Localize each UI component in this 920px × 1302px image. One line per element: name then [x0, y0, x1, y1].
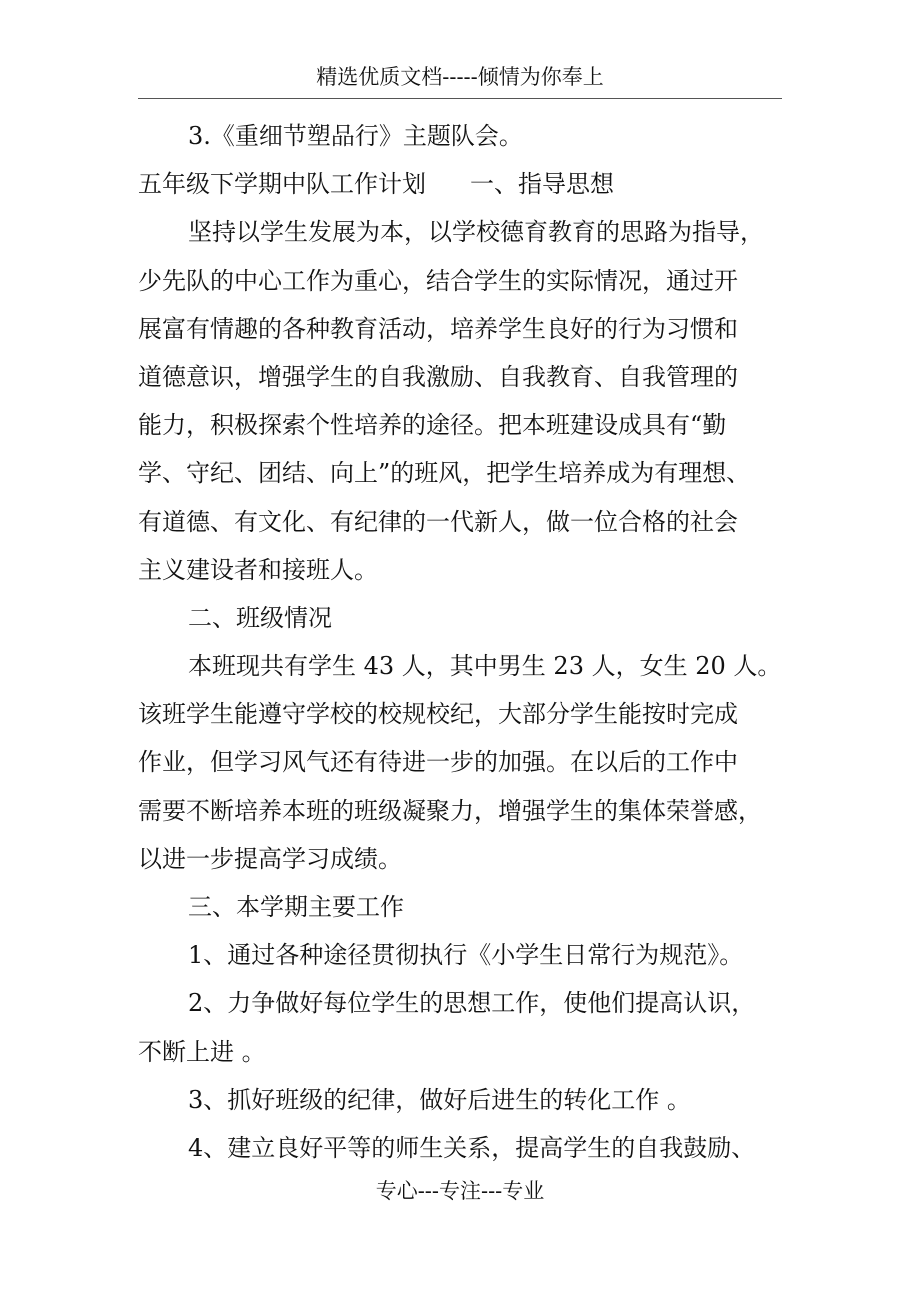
text-line: 本班现共有学生 43 人，其中男生 23 人，女生 20 人。 [188, 652, 782, 681]
text-line: 道德意识，增强学生的自我激励、自我教育、自我管理的 [138, 362, 738, 391]
list-item: 4、建立良好平等的师生关系，提高学生的自我鼓励、 [188, 1133, 756, 1162]
text-line: 该班学生能遵守学校的校规校纪，大部分学生能按时完成 [138, 700, 738, 729]
text-line: 有道德、有文化、有纪律的一代新人，做一位合格的社会 [138, 507, 738, 536]
list-item: 3、抓好班级的纪律，做好后进生的转化工作 。 [188, 1085, 691, 1114]
text-line: 少先队的中心工作为重心，结合学生的实际情况，通过开 [138, 266, 738, 295]
text-line: 3.《重细节塑品行》主题队会。 [188, 122, 523, 150]
section-heading-class-situation: 二、班级情况 [188, 603, 332, 632]
text-line-title [138, 160, 782, 208]
text-line: 作业，但学习风气还有待进一步的加强。在以后的工作中 [138, 748, 738, 777]
text-line: 以进一步提高学习成绩。 [138, 844, 402, 873]
text-line: 能力，积极探索个性培养的途径。把本班建设成具有“勤 [138, 411, 727, 440]
page-footer: 专心---专注---专业 [375, 1179, 545, 1203]
page-header: 精选优质文档-----倾情为你奉上 [316, 65, 604, 89]
list-item: 1、通过各种途径贯彻执行《小学生日常行为规范》。 [188, 941, 744, 970]
section-heading-main-work: 三、本学期主要工作 [188, 893, 404, 921]
plan-title: 五年级下学期中队工作计划 [138, 170, 426, 199]
header-divider [138, 98, 782, 99]
section-heading-guiding-thought: 一、指导思想 [470, 170, 614, 199]
text-line: 展富有情趣的各种教育活动，培养学生良好的行为习惯和 [138, 314, 738, 343]
list-item: 2、力争做好每位学生的思想工作，使他们提高认识， [188, 989, 756, 1018]
document-body [138, 112, 782, 1172]
text-line: 坚持以学生发展为本，以学校德育教育的思路为指导， [188, 218, 764, 247]
text-line: 需要不断培养本班的班级凝聚力，增强学生的集体荣誉感， [138, 796, 762, 825]
text-line: 学、守纪、团结、向上”的班风，把学生培养成为有理想、 [138, 459, 751, 488]
text-line: 不断上进 。 [138, 1037, 266, 1066]
text-line: 主义建设者和接班人。 [138, 555, 378, 584]
